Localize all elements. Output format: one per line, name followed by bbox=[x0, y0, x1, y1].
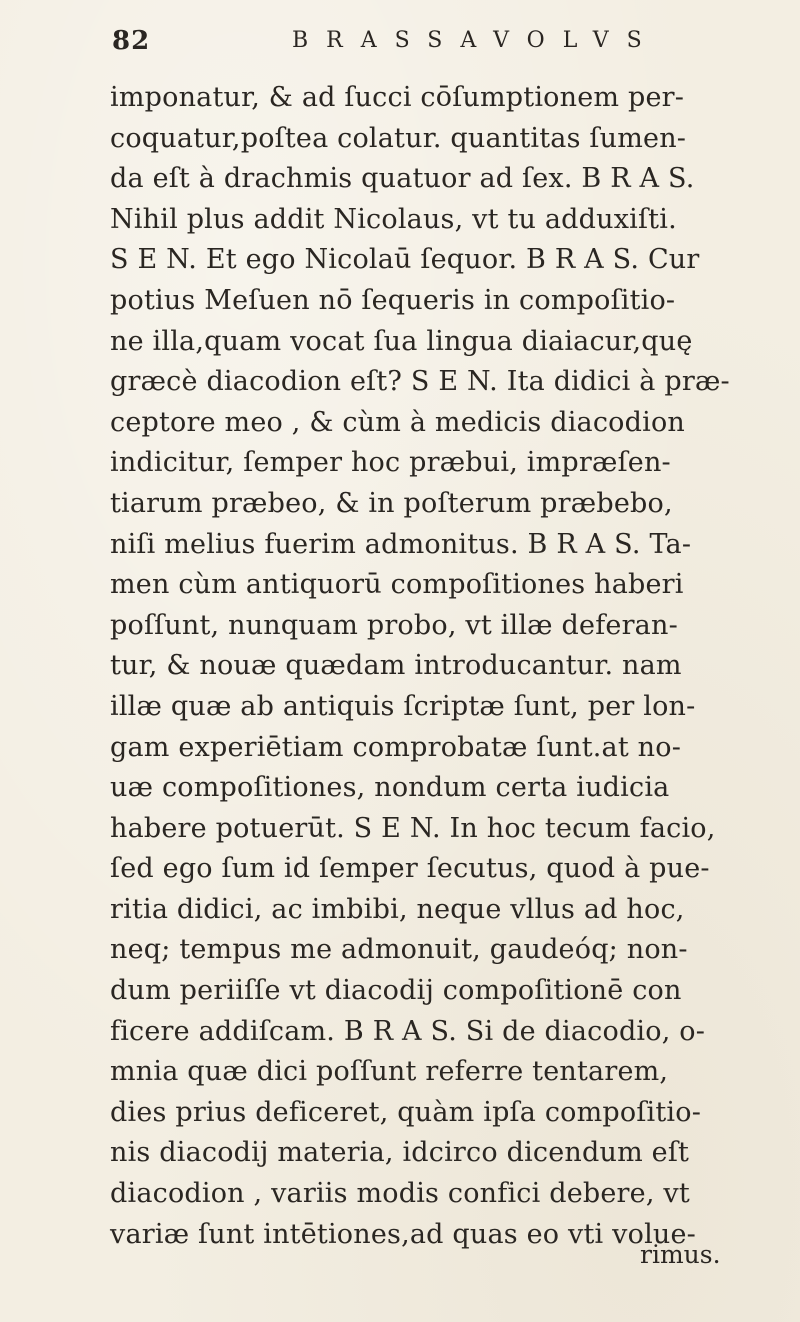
catchword: rimus. bbox=[640, 1240, 721, 1269]
text-line: uæ compoſitiones, nondum certa iudicia bbox=[110, 772, 670, 804]
text-line: habere potuerūt. S E N. In hoc tecum facio, bbox=[110, 812, 716, 844]
text-line: nis diacodij materia, idcirco dicendum eſt bbox=[110, 1137, 690, 1169]
text-line: poſſunt, nunquam probo, vt illæ deferan- bbox=[110, 609, 678, 641]
text-line: diacodion , variis modis confici debere, vt bbox=[110, 1178, 690, 1210]
text-block bbox=[110, 78, 730, 1255]
text-line: dies prius deficeret, quàm ipſa compoſitio- bbox=[110, 1096, 702, 1128]
text-line: niſi melius fuerim admonitus. B R A S. Ta- bbox=[110, 528, 692, 560]
text-line: illæ quæ ab antiquis ſcriptæ ſunt, per lon- bbox=[110, 690, 696, 722]
page-header bbox=[112, 22, 672, 62]
text-line: ritia didici, ac imbibi, neque vllus ad hoc, bbox=[110, 893, 685, 925]
page-number: 82 bbox=[112, 26, 151, 56]
text-line: variæ ſunt intētiones,ad quas eo vti volue- bbox=[110, 1218, 697, 1250]
text-line: ne illa,quam vocat ſua lingua diaiacur,quę bbox=[110, 325, 693, 357]
text-line: Nihil plus addit Nicolaus, vt tu adduxiſti. bbox=[110, 203, 677, 235]
text-line: da eſt à drachmis quatuor ad ſex. B R A S. bbox=[110, 163, 695, 195]
text-line: indicitur, ſemper hoc præbui, impræſen- bbox=[110, 447, 671, 479]
text-line: ſed ego ſum id ſemper ſecutus, quod à pue- bbox=[110, 853, 710, 885]
text-line: tiarum præbeo, & in poſterum præbebo, bbox=[110, 487, 673, 519]
text-line: imponatur, & ad ſucci cōſumptionem per- bbox=[110, 82, 685, 113]
text-line: mnia quæ dici poſſunt referre tentarem, bbox=[110, 1056, 669, 1088]
text-line: gam experiētiam comprobatæ ſunt.at no- bbox=[110, 731, 682, 763]
text-line: ficere addiſcam. B R A S. Si de diacodio, o- bbox=[110, 1015, 706, 1047]
text-line: ceptore meo , & cùm à medicis diacodion bbox=[110, 406, 685, 438]
text-line: coquatur,poſtea colatur. quantitas ſumen- bbox=[110, 122, 687, 154]
text-line: græcè diacodion eſt? S E N. Ita didici à præ- bbox=[110, 366, 730, 398]
running-head: BRASSAVOLVS bbox=[292, 28, 660, 53]
text-line: tur, & nouæ quædam introducantur. nam bbox=[110, 650, 682, 682]
text-line: dum periiſſe vt diacodij compoſitionē con bbox=[110, 975, 682, 1007]
text-line: neq; tempus me admonuit, gaudeóq; non- bbox=[110, 934, 688, 966]
text-line: S E N. Et ego Nicolaū ſequor. B R A S. Cur bbox=[110, 244, 700, 276]
text-line: potius Meſuen nō ſequeris in compoſitio- bbox=[110, 284, 676, 316]
text-line: men cùm antiquorū compoſitiones haberi bbox=[110, 569, 684, 601]
